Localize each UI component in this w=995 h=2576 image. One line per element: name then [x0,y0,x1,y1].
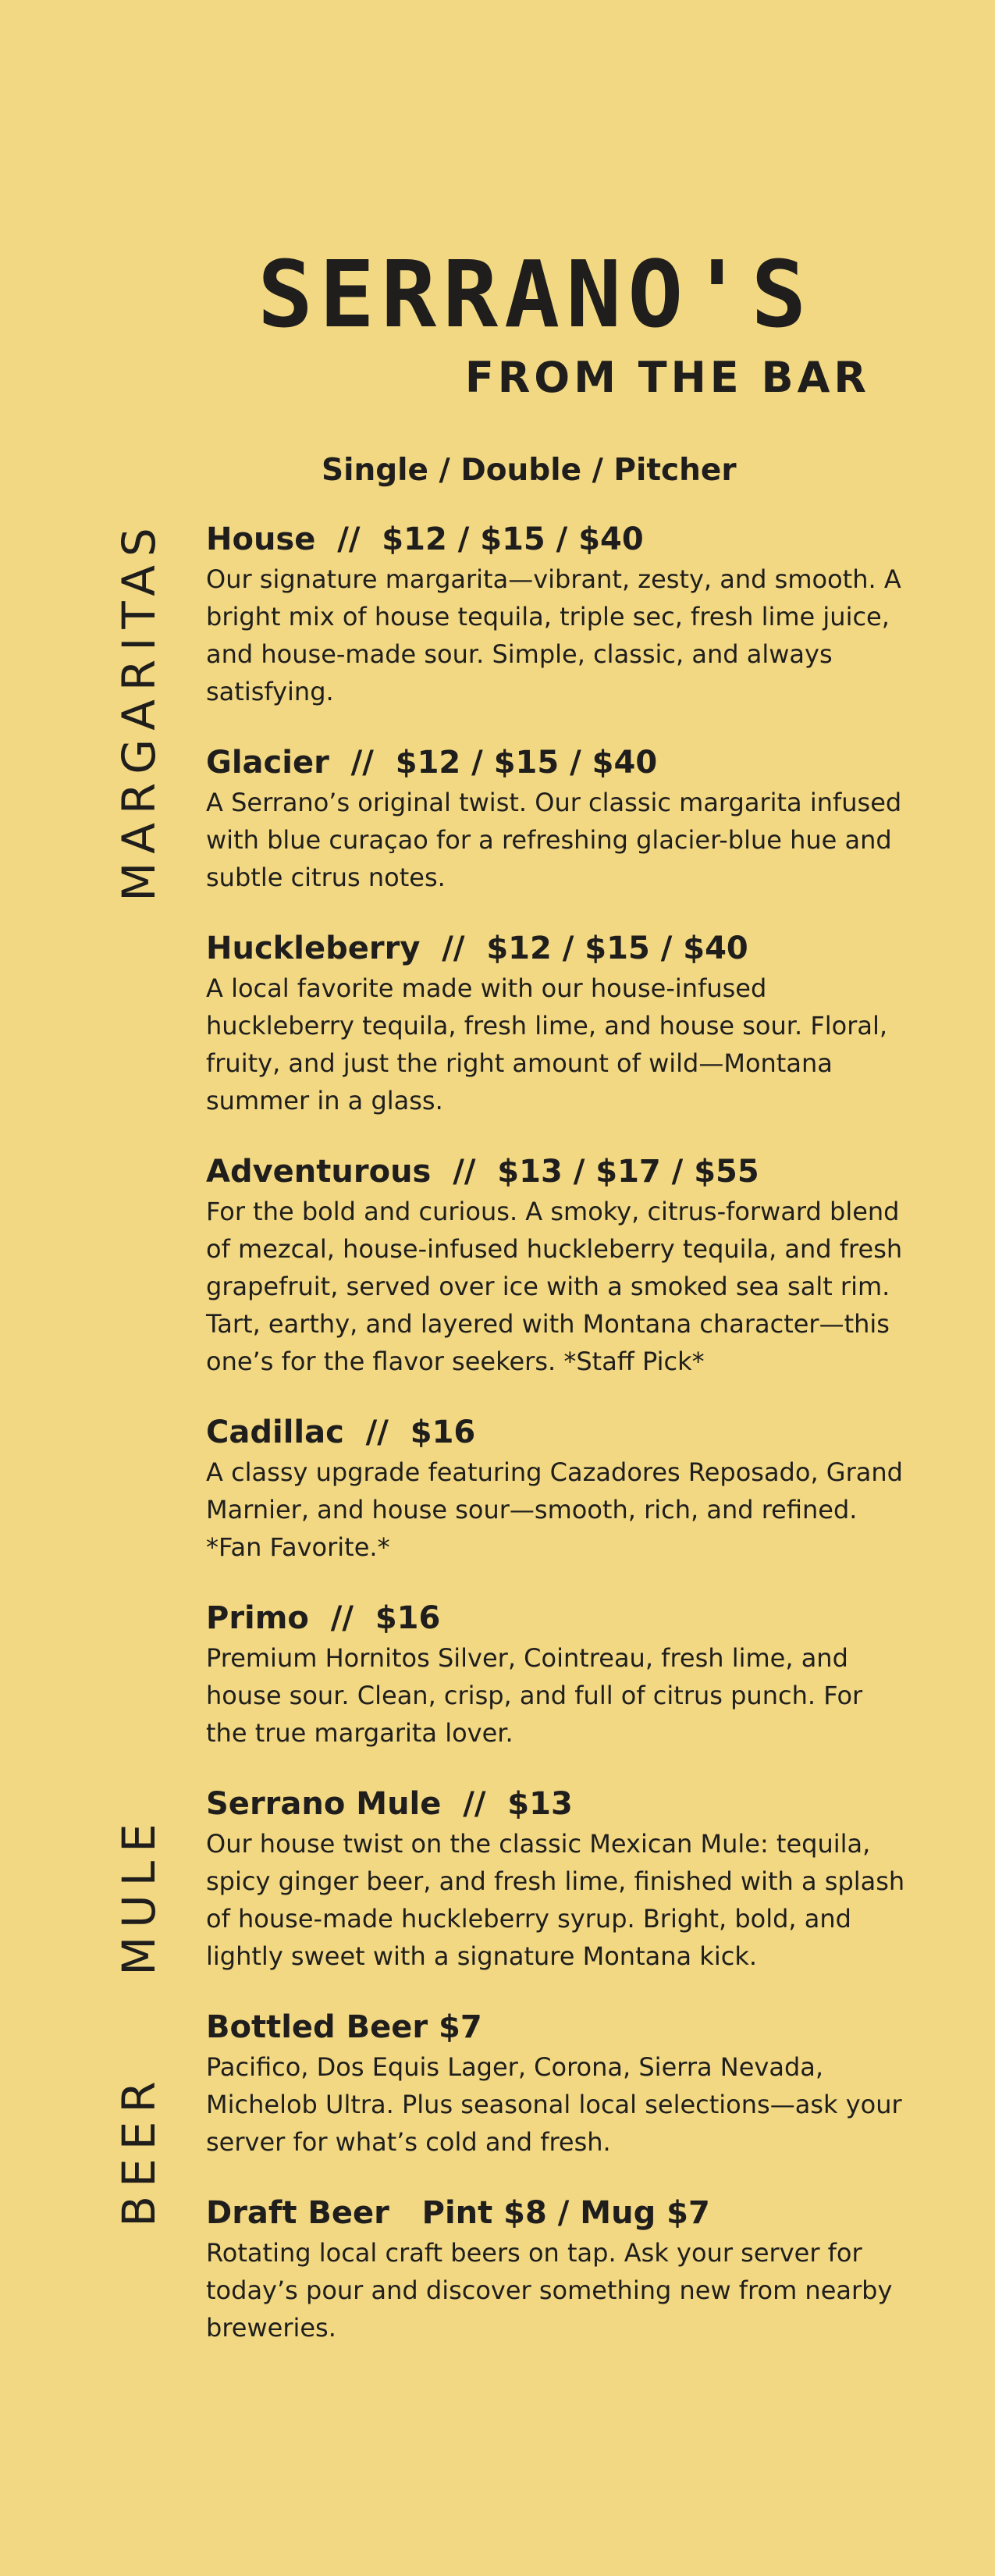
item-title: House // $12 / $15 / $40 [206,521,644,557]
brand-logo: SERRANO'S [258,240,813,348]
menu-subtitle: FROM THE BAR [464,353,870,402]
menu-item-huckleberry [206,927,932,1119]
item-description: Our house twist on the classic Mexican Mule: tequila, spicy ginger beer, and fresh lime, finished with a splash of house-made huckleberry syrup. Bright, bold, and lightly sweet with a signature Montana kick. [206,1829,905,1971]
item-title: Huckleberry // $12 / $15 / $40 [206,930,748,966]
item-title: Glacier // $12 / $15 / $40 [206,745,658,781]
item-description: Our signature margarita—vibrant, zesty, and smooth. A bright mix of house tequila, triple sec, fresh lime juice, and house-made sour. Simple, classic, and always satisfying. [206,564,901,706]
item-title: Bottled Beer $7 [206,2009,482,2045]
item-description: For the bold and curious. A smoky, citrus-forward blend of mezcal, house-infused huckleberry tequila, and fresh grapefruit, served over ice with a smoked sea salt rim. Tart, earthy, and layered with Montana character—this one’s for the flavor seekers. *Staff Pick* [206,1197,903,1376]
item-description: Pacifico, Dos Equis Lager, Corona, Sierra Nevada, Michelob Ultra. Plus seasonal local selections—ask your server for what’s cold and fresh. [206,2052,902,2157]
menu-item-cadillac [206,1411,932,1566]
section-label-beer-text: BEER [112,2073,165,2227]
section-label-mule-text: MULE [112,1815,165,1976]
menu-item-glacier [206,742,932,896]
item-description: A classy upgrade featuring Cazadores Reposado, Grand Marnier, and house sour—smooth, rich, and refined. *Fan Favorite.* [206,1457,903,1562]
menu-item-primo [206,1597,932,1752]
size-legend: Single / Double / Pitcher [322,453,737,488]
menu-item-draft-beer [206,2192,932,2347]
item-description: A Serrano’s original twist. Our classic margarita infused with blue curaçao for a refreshing glacier-blue hue and subtle citrus notes. [206,788,902,892]
item-description: Rotating local craft beers on tap. Ask your server for today’s pour and discover something new from nearby breweries. [206,2238,893,2343]
item-title: Draft Beer Pint $8 / Mug $7 [206,2195,710,2231]
section-label-margaritas-text: MARGARITAS [112,519,165,902]
item-description: A local favorite made with our house-infused huckleberry tequila, fresh lime, and house sour. Floral, fruity, and just the right amount of wild—Montana summer in a glass. [206,973,888,1115]
menu-item-adventurous [206,1151,932,1380]
menu-item-serrano-mule [206,1783,932,1975]
menu-item-house [206,518,932,710]
item-title: Primo // $16 [206,1600,441,1636]
item-title: Adventurous // $13 / $17 / $55 [206,1154,759,1190]
item-description: Premium Hornitos Silver, Cointreau, fresh lime, and house sour. Clean, crisp, and full of citrus punch. For the true margarita lover. [206,1643,863,1748]
item-title: Cadillac // $16 [206,1414,476,1450]
menu-item-bottled-beer [206,2006,932,2161]
menu-items [206,518,932,2378]
item-title: Serrano Mule // $13 [206,1786,573,1822]
